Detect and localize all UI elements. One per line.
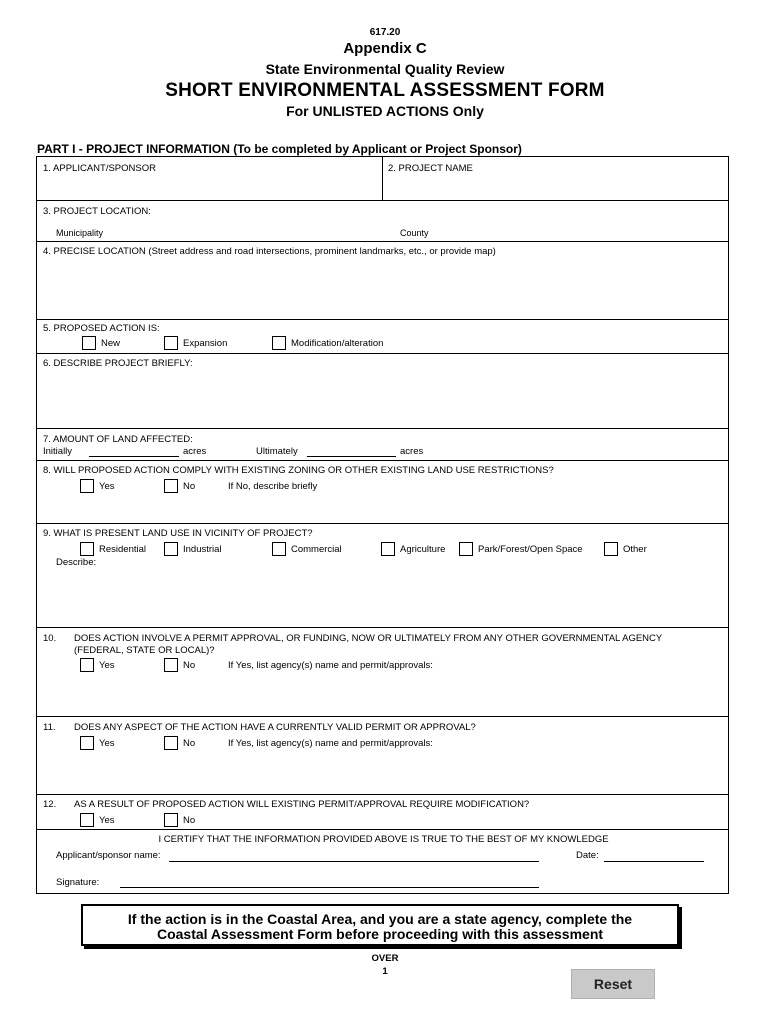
q8-ifno-label: If No, describe briefly [228, 481, 318, 492]
coastal-notice-line1: If the action is in the Coastal Area, and you are a state agency, complete the [127, 911, 633, 927]
page-subtitle: For UNLISTED ACTIONS Only [286, 103, 484, 119]
modification-label: Modification/alteration [291, 338, 384, 349]
other-checkbox[interactable] [604, 542, 618, 556]
q1-q2-divider [382, 157, 383, 200]
form-code: 617.20 [369, 27, 401, 38]
other-label: Other [623, 544, 647, 555]
new-label: New [101, 338, 121, 349]
modification-checkbox[interactable] [272, 336, 286, 350]
q6-label: 6. DESCRIBE PROJECT BRIEFLY: [43, 358, 193, 369]
q10-label-line1: DOES ACTION INVOLVE A PERMIT APPROVAL, OR FUNDING, NOW OR ULTIMATELY FROM ANY OTHER GOVERNMENTAL AGENCY [74, 633, 663, 644]
residential-checkbox[interactable] [80, 542, 94, 556]
municipality-label: Municipality [56, 228, 104, 238]
residential-label: Residential [99, 544, 146, 555]
divider [37, 627, 728, 628]
q11-ifyes-label: If Yes, list agency(s) name and permit/approvals: [228, 738, 433, 749]
part-heading: PART I - PROJECT INFORMATION (To be completed by Applicant or Project Sponsor) [37, 142, 522, 156]
ultimately-label: Ultimately [256, 446, 298, 457]
q1-label: 1. APPLICANT/SPONSOR [43, 163, 156, 174]
q8-yes-checkbox[interactable] [80, 479, 94, 493]
divider [37, 353, 728, 354]
q12-yes-checkbox[interactable] [80, 813, 94, 827]
expansion-label: Expansion [183, 338, 228, 349]
applicant-name-field[interactable] [169, 861, 539, 862]
q12-label: AS A RESULT OF PROPOSED ACTION WILL EXISTING PERMIT/APPROVAL REQUIRE MODIFICATION? [74, 799, 530, 810]
date-label: Date: [576, 850, 599, 861]
divider [37, 241, 728, 242]
form-box [36, 156, 729, 894]
divider [37, 716, 728, 717]
describe-label: Describe: [56, 557, 97, 568]
industrial-checkbox[interactable] [164, 542, 178, 556]
certify-statement: I CERTIFY THAT THE INFORMATION PROVIDED ABOVE IS TRUE TO THE BEST OF MY KNOWLEDGE [158, 834, 609, 845]
signature-field[interactable] [120, 887, 539, 888]
divider [37, 428, 728, 429]
coastal-notice [81, 904, 679, 946]
q3-label: 3. PROJECT LOCATION: [43, 206, 151, 217]
q7-label: 7. AMOUNT OF LAND AFFECTED: [43, 434, 193, 445]
q11-no-label: No [183, 738, 196, 749]
q11-label: DOES ANY ASPECT OF THE ACTION HAVE A CURRENTLY VALID PERMIT OR APPROVAL? [74, 722, 476, 733]
q11-number: 11. [43, 722, 56, 733]
appendix-label: Appendix C [343, 40, 427, 57]
acres-label: acres [183, 446, 207, 457]
signature-label: Signature: [56, 877, 100, 888]
park-forest-checkbox[interactable] [459, 542, 473, 556]
coastal-notice-line2: Coastal Assessment Form before proceeding with this assessment [156, 926, 604, 942]
q12-yes-label: Yes [99, 815, 115, 826]
q12-no-label: No [183, 815, 196, 826]
q10-ifyes-label: If Yes, list agency(s) name and permit/approvals: [228, 660, 433, 671]
date-field[interactable] [604, 861, 704, 862]
q4-label: 4. PRECISE LOCATION (Street address and road intersections, prominent landmarks, etc., or provide map) [43, 246, 496, 257]
page-number: 1 [382, 966, 388, 977]
q8-yes-label: Yes [99, 481, 115, 492]
q10-yes-checkbox[interactable] [80, 658, 94, 672]
q10-number: 10. [43, 633, 57, 644]
q8-label: 8. WILL PROPOSED ACTION COMPLY WITH EXISTING ZONING OR OTHER EXISTING LAND USE RESTRICTIONS? [43, 465, 554, 476]
review-label: State Environmental Quality Review [265, 61, 505, 77]
agriculture-label: Agriculture [400, 544, 446, 555]
reset-button[interactable]: Reset [571, 969, 655, 999]
commercial-label: Commercial [291, 544, 342, 555]
over-label: OVER [371, 953, 399, 964]
ultimately-acres-field[interactable] [307, 456, 396, 457]
divider [37, 794, 728, 795]
q11-yes-checkbox[interactable] [80, 736, 94, 750]
new-checkbox[interactable] [82, 336, 96, 350]
q12-number: 12. [43, 799, 57, 810]
q10-no-checkbox[interactable] [164, 658, 178, 672]
divider [37, 200, 728, 201]
park-forest-label: Park/Forest/Open Space [478, 544, 583, 555]
page-title: SHORT ENVIRONMENTAL ASSESSMENT FORM [165, 80, 605, 101]
q10-label-line2: (FEDERAL, STATE OR LOCAL)? [74, 645, 215, 656]
expansion-checkbox[interactable] [164, 336, 178, 350]
county-label: County [400, 228, 429, 238]
q10-yes-label: Yes [99, 660, 115, 671]
applicant-name-label: Applicant/sponsor name: [56, 850, 161, 861]
q5-label: 5. PROPOSED ACTION IS: [43, 323, 160, 334]
q8-no-label: No [183, 481, 196, 492]
divider [37, 829, 728, 830]
agriculture-checkbox[interactable] [381, 542, 395, 556]
initially-acres-field[interactable] [89, 456, 179, 457]
divider [37, 523, 728, 524]
q9-label: 9. WHAT IS PRESENT LAND USE IN VICINITY OF PROJECT? [43, 528, 313, 539]
q11-no-checkbox[interactable] [164, 736, 178, 750]
q10-no-label: No [183, 660, 196, 671]
q8-no-checkbox[interactable] [164, 479, 178, 493]
commercial-checkbox[interactable] [272, 542, 286, 556]
divider [37, 460, 728, 461]
industrial-label: Industrial [183, 544, 222, 555]
q2-label: 2. PROJECT NAME [388, 163, 473, 174]
divider [37, 319, 728, 320]
acres-label: acres [400, 446, 424, 457]
q12-no-checkbox[interactable] [164, 813, 178, 827]
q11-yes-label: Yes [99, 738, 115, 749]
initially-label: Initially [43, 446, 73, 457]
